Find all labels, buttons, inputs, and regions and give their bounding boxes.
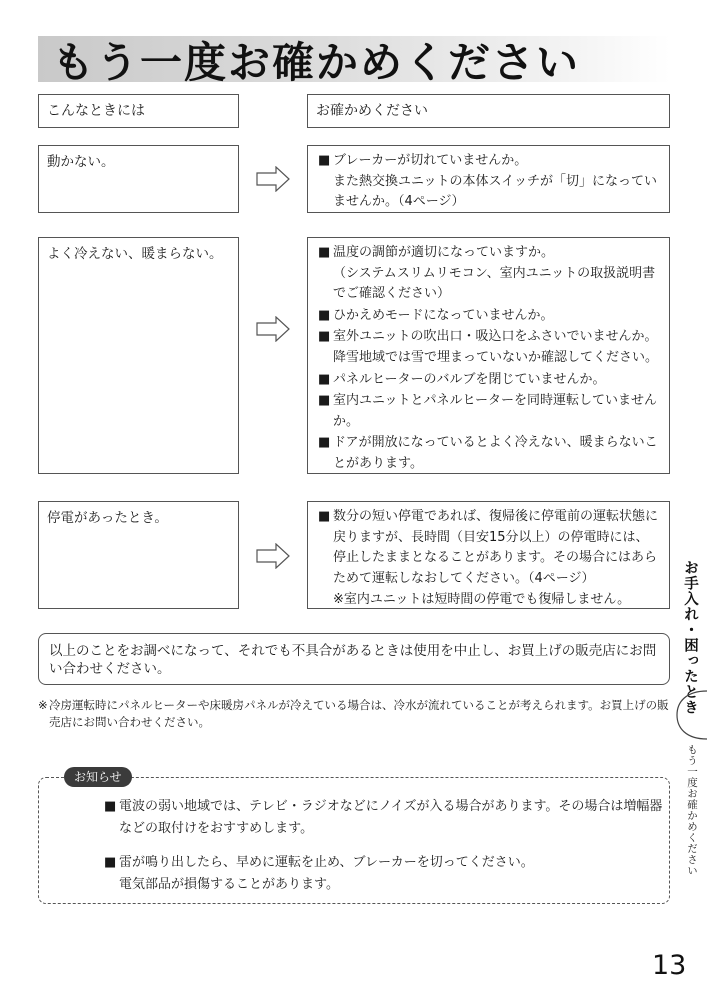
header-condition — [38, 94, 239, 128]
check-item-text: 温度の調節が適切になっていますか。 （システムスリムリモコン、室内ユニットの取扱説明書でご確認ください） — [333, 245, 656, 302]
arrow-right-icon — [256, 543, 290, 569]
header-check-label: お確かめください — [316, 103, 428, 119]
check-item — [318, 306, 661, 327]
side-tab-curve — [674, 690, 707, 740]
page-number: 13 — [652, 950, 687, 981]
arrow-right-icon — [256, 316, 290, 342]
check-box-1 — [307, 145, 670, 213]
summary-box — [38, 633, 670, 685]
check-item-text: 室内ユニットとパネルヒーターを同時運転していませんか。 — [333, 393, 657, 429]
condition-text: 停電があったとき。 — [47, 510, 168, 526]
summary-text: 以上のことをお調べになって、それでも不具合があるときは使用を中止し、お買上げの販売店にお問い合わせください。 — [49, 643, 657, 677]
check-item-text: パネルヒーターのバルブを閉じていませんか。 — [333, 371, 606, 387]
side-subsection-label: もう一度お確かめください — [686, 744, 698, 876]
bullet-square-icon: ■ — [318, 509, 331, 524]
check-item-text: ドアが開放になっているとよく冷えない、暖まらないことがあります。 — [333, 435, 658, 471]
bullet-square-icon: ■ — [318, 435, 331, 451]
bullet-square-icon: ■ — [104, 855, 117, 870]
check-item — [318, 433, 661, 474]
condition-box-3 — [38, 501, 239, 609]
condition-box-2 — [38, 237, 239, 474]
condition-box-1 — [38, 145, 239, 213]
bullet-square-icon: ■ — [104, 799, 117, 814]
bullet-square-icon: ■ — [318, 153, 331, 168]
page-title: もう一度お確かめください — [52, 38, 581, 87]
check-note: ※室内ユニットは短時間の停電でも復帰しません。 — [333, 592, 631, 608]
check-item-text: ブレーカーが切れていませんか。 また熱交換ユニットの本体スイッチが「切」になっていませんか。（4ページ） — [333, 153, 657, 210]
header-condition-label: こんなときには — [47, 103, 145, 119]
check-box-2 — [307, 237, 670, 474]
check-box-3 — [307, 501, 670, 609]
check-item — [318, 151, 661, 213]
check-item — [318, 327, 661, 368]
footnote-text: 冷房運転時にパネルヒーターや床暖房パネルが冷えている場合は、冷水が流れていることが考えられます。お買上げの販売店にお問い合わせください。 — [49, 698, 669, 729]
bullet-square-icon: ■ — [318, 307, 331, 323]
check-item-text: 数分の短い停電であれば、復帰後に停電前の運転状態に戻りますが、長時間（目安15分以上）の停電時には、停止したままとなることがあります。その場合にはあらためて運転しなおしてください。（4ページ） — [333, 509, 659, 586]
check-item — [318, 391, 661, 432]
condition-text: よく冷えない、暖まらない。 — [47, 246, 223, 262]
header-check — [307, 94, 670, 128]
condition-text: 動かない。 — [47, 154, 115, 170]
bullet-square-icon: ■ — [318, 329, 331, 345]
notice-item — [104, 852, 664, 896]
check-item — [318, 243, 661, 305]
side-section-tab: お手入れ・困ったとき — [682, 560, 698, 715]
check-item-text: 室外ユニットの吹出口・吸込口をふさいでいませんか。降雪地域では雪で埋まっていないか確認してください。 — [333, 329, 659, 365]
bullet-square-icon: ■ — [318, 245, 331, 260]
bullet-square-icon: ■ — [318, 371, 331, 387]
footnote — [38, 697, 674, 731]
check-item — [318, 507, 661, 589]
check-item — [318, 370, 661, 391]
footnote-mark: ※ — [38, 698, 48, 712]
notice-item-text: 電波の弱い地域では、テレビ・ラジオなどにノイズが入る場合があります。その場合は増幅器などの取付けをおすすめします。 — [119, 799, 663, 836]
notice-label: お知らせ — [64, 767, 132, 787]
arrow-right-icon — [256, 166, 290, 192]
notice-item-text: 雷が鳴り出したら、早めに運転を止め、ブレーカーを切ってください。 電気部品が損傷することがあります。 — [119, 855, 534, 892]
bullet-square-icon: ■ — [318, 393, 331, 409]
notice-item — [104, 796, 664, 840]
check-item-text: ひかえめモードになっていませんか。 — [333, 307, 554, 323]
